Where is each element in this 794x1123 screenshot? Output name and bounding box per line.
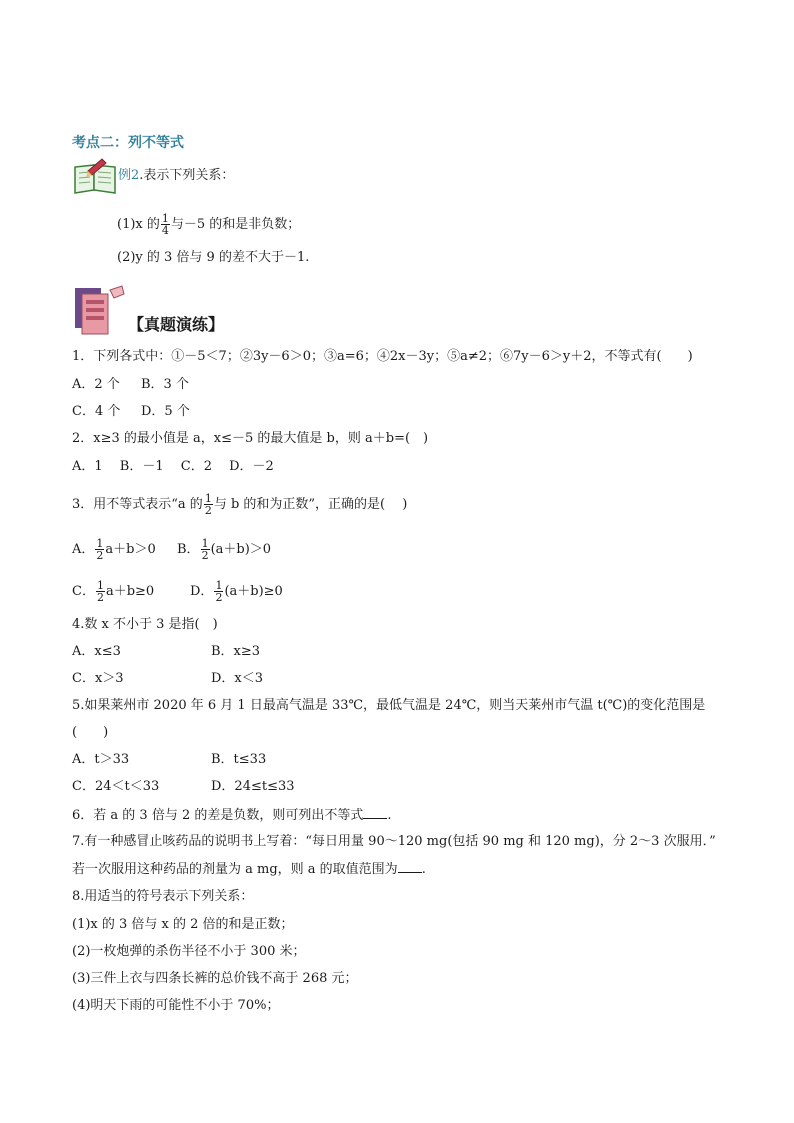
q3-option-d-expr: (a＋b)≥0 <box>224 584 283 599</box>
q8-item-4: (4)明天下雨的可能性不小于 70%； <box>72 998 280 1013</box>
q8-item-1: (1)x 的 3 倍与 x 的 2 倍的和是正数； <box>72 917 294 932</box>
example-item-1-suffix: 与－5 的和是非负数； <box>170 217 301 232</box>
fraction-numerator: 1 <box>161 212 169 225</box>
practice-title: 【真题演练】 <box>128 315 225 334</box>
q3-prefix: 3．用不等式表示“a 的 <box>72 497 203 512</box>
q3-option-b-expr: (a＋b)＞0 <box>210 542 272 557</box>
fraction-denominator: 2 <box>96 549 104 562</box>
fraction-one-half <box>204 493 213 516</box>
q6-end: . <box>387 808 392 823</box>
fraction-numerator: 1 <box>201 537 209 550</box>
q5-option-d: D．24≤t≤33 <box>211 779 295 794</box>
example-label: 例 <box>118 168 132 183</box>
fraction-denominator: 2 <box>201 549 209 562</box>
q3-suffix: 与 b 的和为正数”，正确的是( ) <box>213 497 408 512</box>
q3-option-c <box>72 580 154 603</box>
q1-option-d: D．5 个 <box>141 404 190 419</box>
fraction-one-half <box>214 580 223 603</box>
q4-option-a: A．x≤3 <box>72 644 121 659</box>
question-5: 5.如果莱州市 2020 年 6 月 1 日最高气温是 33℃，最低气温是 24℃，则当天莱州市气温 t(℃)的变化范围是 <box>72 698 706 713</box>
question-4: 4.数 x 不小于 3 是指( ) <box>72 617 218 632</box>
fraction-denominator: 4 <box>161 224 169 237</box>
fraction-numerator: 1 <box>96 537 104 550</box>
fraction-one-half <box>96 580 105 603</box>
question-2: 2．x≥3 的最小值是 a，x≤－5 的最大值是 b，则 a＋b=( ) <box>72 431 429 446</box>
q4-option-c: C．x＞3 <box>72 671 124 686</box>
example-number: 2 <box>131 168 140 183</box>
q3-option-d-label: D． <box>190 584 214 599</box>
answer-blank[interactable] <box>398 861 422 873</box>
fraction-one-half <box>95 538 104 561</box>
q2-options: A．1 B．－1 C．2 D．－2 <box>72 459 274 474</box>
q3-option-a <box>72 538 156 561</box>
example-text: .表示下列关系： <box>139 168 235 183</box>
open-book-icon <box>72 157 118 195</box>
q1-option-a: A．2 个 <box>72 377 120 392</box>
fraction-denominator: 2 <box>204 504 212 517</box>
q1-option-b: B．3 个 <box>141 377 189 392</box>
q7-text: 若一次服用这种药品的剂量为 a mg，则 a 的取值范围为 <box>72 862 398 877</box>
q3-option-a-label: A． <box>72 542 95 557</box>
question-1: 1．下列各式中：①－5＜7；②3y－6＞0；③a=6；④2x－3y；⑤a≠2；⑥7y－6＞y＋2，不等式有( ) <box>72 349 693 364</box>
q8-item-2: (2)一枚炮弹的杀伤半径不小于 300 米； <box>72 944 306 959</box>
question-7-line-2 <box>72 861 426 878</box>
document-stack-icon <box>72 284 128 338</box>
question-3 <box>72 493 407 516</box>
fraction-numerator: 1 <box>215 579 223 592</box>
q3-option-a-expr: a＋b＞0 <box>105 542 156 557</box>
fraction-numerator: 1 <box>96 579 104 592</box>
fraction-denominator: 2 <box>96 591 104 604</box>
question-6 <box>72 807 392 824</box>
fraction-one-half <box>201 538 210 561</box>
question-8: 8.用适当的符号表示下列关系： <box>72 889 254 904</box>
section-heading: 考点二：列不等式 <box>72 135 184 151</box>
q5-paren: ( ) <box>72 725 109 740</box>
fraction-numerator: 1 <box>204 492 212 505</box>
q7-end: . <box>421 862 426 877</box>
fraction-denominator: 2 <box>215 591 223 604</box>
q4-option-d: D．x＜3 <box>211 671 264 686</box>
question-7-line-1: 7.有一种感冒止咳药品的说明书上写着：“每日用量 90～120 mg(包括 90 mg 和 120 mg)，分 2～3 次服用．” <box>72 834 716 849</box>
q3-option-c-expr: a＋b≥0 <box>105 584 155 599</box>
q8-item-3: (3)三件上衣与四条长裤的总价钱不高于 268 元； <box>72 971 358 986</box>
q5-option-c: C．24＜t＜33 <box>72 779 160 794</box>
q3-option-c-label: C． <box>72 584 95 599</box>
example-item-1-prefix: (1)x 的 <box>117 217 160 232</box>
example-item-1 <box>117 213 300 236</box>
q5-option-a: A．t＞33 <box>72 752 130 767</box>
q3-option-b <box>177 538 271 561</box>
fraction-one-quarter <box>161 213 170 236</box>
q3-option-b-label: B． <box>177 542 200 557</box>
q3-option-d <box>190 580 283 603</box>
q1-option-c: C．4 个 <box>72 404 121 419</box>
example-heading <box>118 168 234 184</box>
q5-option-b: B．t≤33 <box>211 752 267 767</box>
example-item-2: (2)y 的 3 倍与 9 的差不大于－1. <box>117 250 310 265</box>
q6-text: 6．若 a 的 3 倍与 2 的差是负数，则可列出不等式 <box>72 808 364 823</box>
answer-blank[interactable] <box>363 807 387 819</box>
q4-option-b: B．x≥3 <box>211 644 261 659</box>
